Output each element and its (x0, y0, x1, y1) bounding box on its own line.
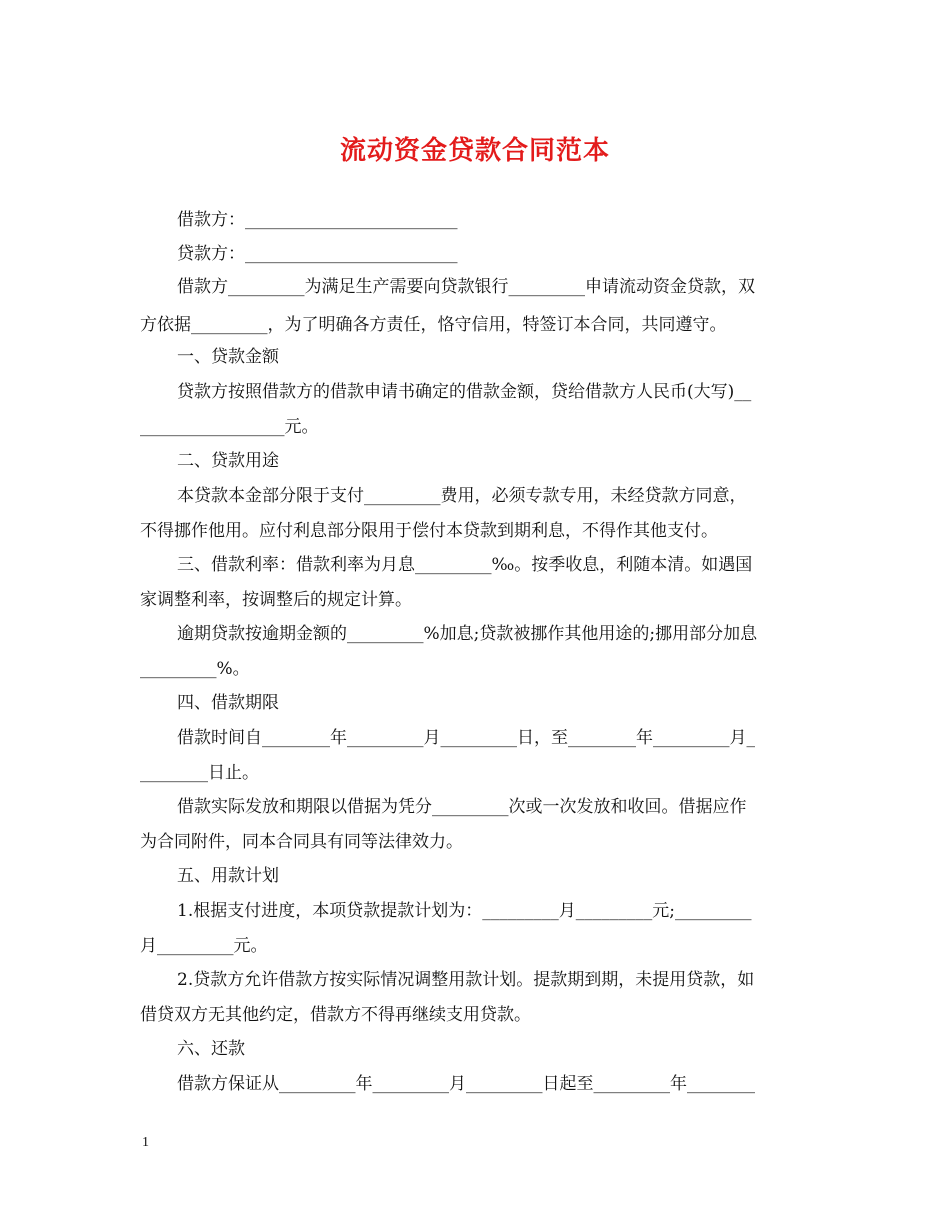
section-heading: 二、贷款用途 (177, 451, 279, 471)
paragraph-line: 2.贷款方允许借款方按实际情况调整用款计划。提款期到期，未提用贷款，如 (177, 970, 755, 990)
page-number: 1 (142, 1135, 149, 1150)
section-heading: 四、借款期限 (177, 693, 279, 713)
section-heading: 三、借款利率：借款利率为月息_________‰。按季收息，利随本清。如遇国 (177, 555, 753, 575)
paragraph-line: _________________元。 (140, 417, 319, 437)
section-heading: 五、用款计划 (177, 866, 279, 886)
paragraph-line: 逾期贷款按逾期金额的_________%加息;贷款被挪作其他用途的;挪用部分加息 (177, 624, 758, 644)
section-heading: 六、还款 (177, 1039, 245, 1059)
paragraph-line: 月_________元。 (140, 936, 268, 956)
paragraph-line: 借款实际发放和期限以借据为凭分_________次或一次发放和收回。借据应作 (177, 797, 747, 817)
paragraph-line: 本贷款本金部分限于支付_________费用，必须专款专用，未经贷款方同意， (177, 486, 747, 506)
paragraph-line: 家调整利率，按调整后的规定计算。 (140, 590, 412, 610)
paragraph-line: 借款方_________为满足生产需要向贷款银行_________申请流动资金贷款，双 (177, 277, 755, 297)
paragraph-line: 借贷双方无其他约定，借款方不得再继续支用贷款。 (140, 1005, 531, 1025)
paragraph-line: ________日止。 (140, 763, 259, 783)
paragraph-line: _________%。 (140, 659, 250, 679)
borrower-line: 借款方：_________________________ (177, 210, 458, 230)
page-title: 流动资金贷款合同范本 (339, 136, 610, 166)
section-heading: 一、贷款金额 (177, 347, 279, 367)
paragraph-line: 不得挪作他用。应付利息部分限用于偿付本贷款到期利息，不得作其他支付。 (140, 521, 718, 541)
lender-line: 贷款方：_________________________ (177, 244, 458, 264)
paragraph-line: 1.根据支付进度，本项贷款提款计划为：_________月_________元;_________ (177, 901, 752, 921)
paragraph-line: 方依据_________，为了明确各方责任，恪守信用，特签订本合同，共同遵守。 (140, 315, 727, 335)
paragraph-line: 借款方保证从_________年_________月_________日起至_________年________ (177, 1074, 755, 1094)
paragraph-line: 为合同附件，同本合同具有同等法律效力。 (140, 832, 463, 852)
paragraph-line: 贷款方按照借款方的借款申请书确定的借款金额，贷给借款方人民币(大写)__ (177, 382, 752, 402)
paragraph-line: 借款时间自________年_________月_________日，至________年_________月_ (177, 728, 755, 748)
